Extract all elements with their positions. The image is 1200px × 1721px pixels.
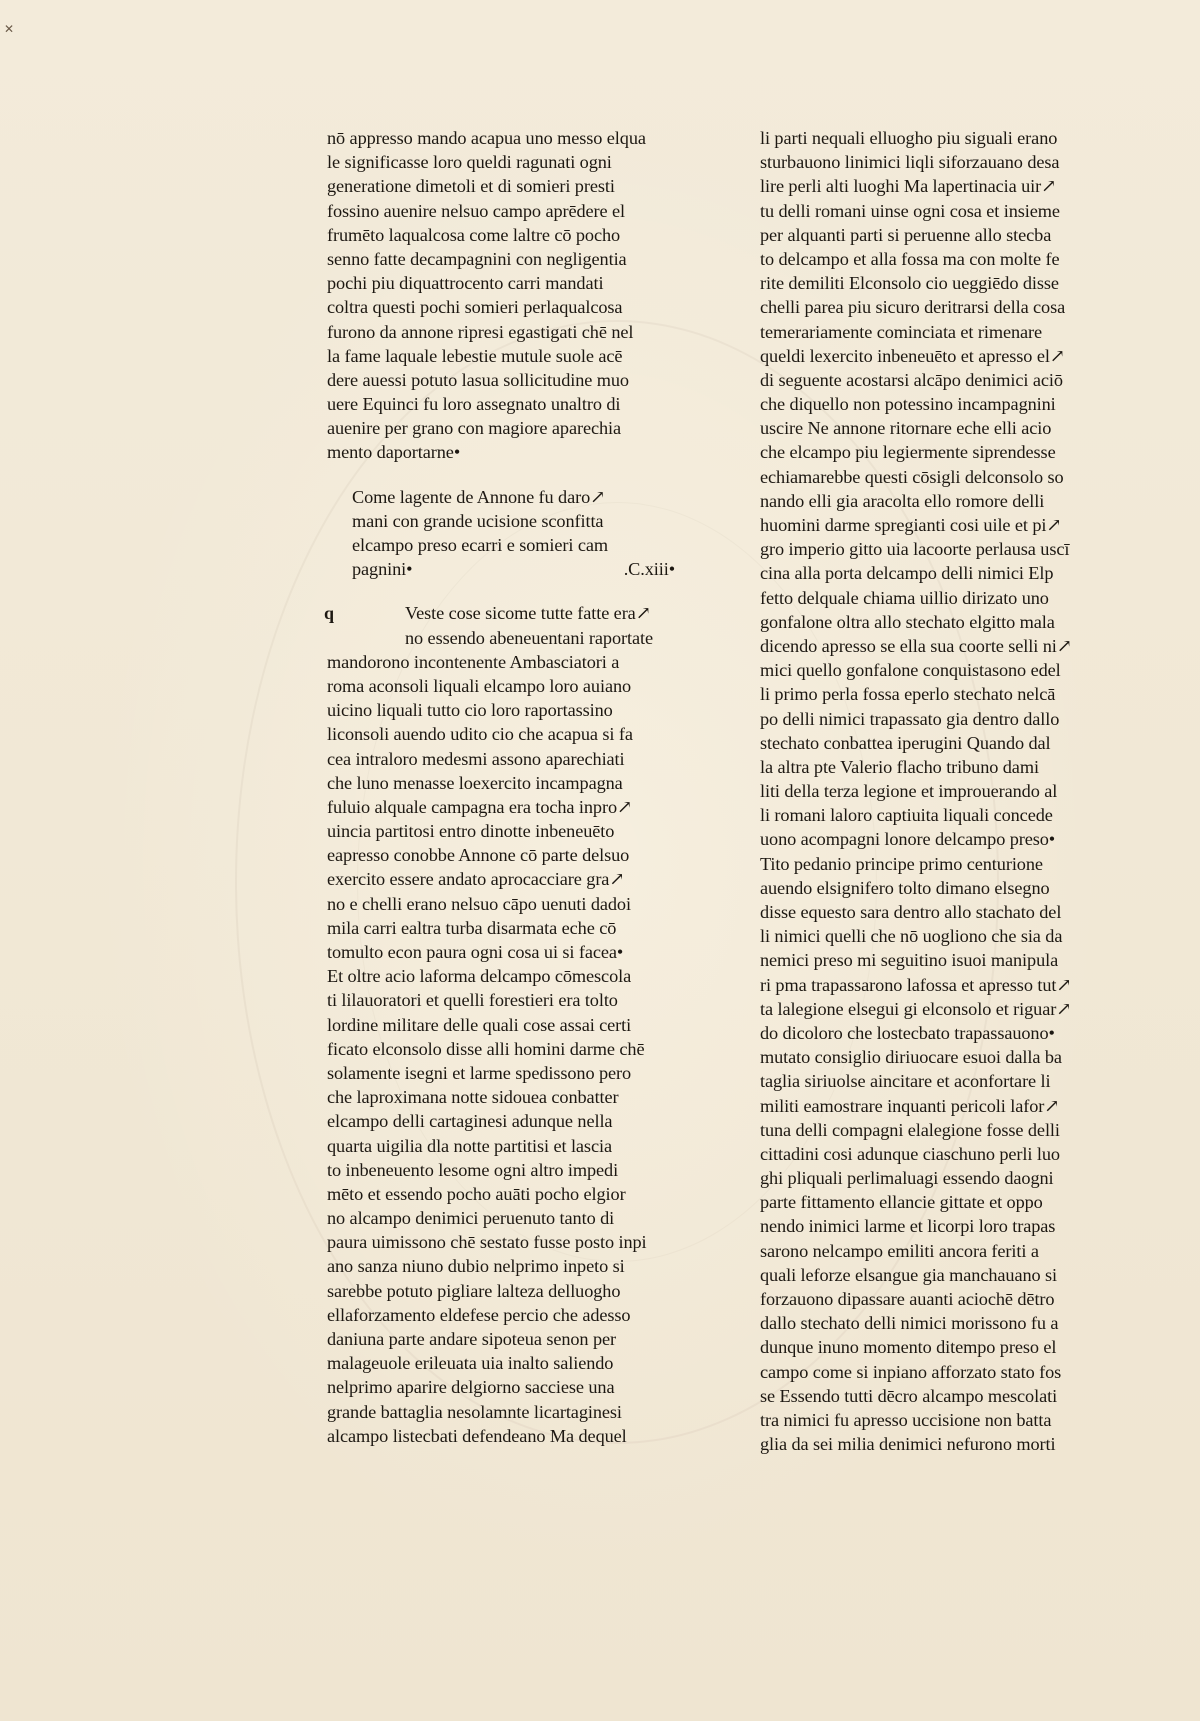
text-line: cea intraloro medesmi assono aparechiati	[327, 748, 625, 769]
text-line: dunque inuno momento ditempo preso el	[760, 1337, 1057, 1358]
text-line: Et oltre acio laforma delcampo cōmescola	[327, 966, 632, 987]
text-line: le significasse loro queldi ragunati ogni	[327, 152, 612, 173]
text-line: no alcampo denimici peruenuto tanto di	[327, 1208, 615, 1229]
text-line: ellaforzamento eldefese percio che adesso	[327, 1304, 631, 1325]
text-line: lire perli alti luoghi Ma lapertinacia uir↗	[760, 176, 1057, 197]
text-line: elcampo delli cartaginesi adunque nella	[327, 1111, 613, 1132]
text-line: ti lilauoratori et quelli forestieri era tolto	[327, 990, 618, 1011]
text-line: roma aconsoli liquali elcampo loro auiano	[327, 675, 632, 696]
text-line: auendo elsignifero tolto dimano elsegno	[760, 877, 1050, 898]
right-column	[760, 126, 1100, 1456]
text-line: exercito essere andato aprocacciare gra↗	[327, 869, 625, 890]
text-line: coltra questi pochi somieri perlaqualcosa	[327, 297, 623, 318]
text-line: li parti nequali elluogho piu siguali erano	[760, 128, 1058, 148]
text-line: queldi lexercito inbeneuēto et apresso el↗	[760, 345, 1066, 366]
text-line: quali leforze elsangue gia manchauano si	[760, 1264, 1058, 1285]
text-line: solamente isegni et larme spedissono pero	[327, 1062, 632, 1083]
text-line: generatione dimetoli et di somieri presti	[327, 176, 615, 197]
text-line: gonfalone oltra allo stechato elgitto mala	[760, 611, 1055, 632]
text-line: ta lalegione elsegui gi elconsolo et riguar↗	[760, 998, 1072, 1019]
text-line: grande battaglia nesolamnte licartaginesi	[327, 1401, 622, 1422]
text-line: temerariamente cominciata et rimenare	[760, 321, 1043, 342]
chapter-heading	[352, 485, 675, 582]
text-line: per alquanti parti si peruenne allo stecba	[760, 224, 1052, 245]
text-line: mici quello gonfalone conquistasono edel	[760, 660, 1061, 681]
text-line: po delli nimici trapassato gia dentro dallo	[760, 708, 1060, 729]
heading-line: Come lagente de Annone fu daro↗	[352, 486, 606, 507]
text-line: do dicoloro che lostecbato trapassauono•	[760, 1022, 1055, 1043]
text-line: uicino liquali tutto cio loro raportassino	[327, 700, 613, 721]
initial-block	[324, 601, 675, 649]
text-line: auenire per grano con magiore aparechia	[327, 418, 622, 439]
text-line: li nimici quelli che nō uogliono che sia da	[760, 926, 1063, 947]
text-line: fetto delquale chiama uillio dirizato uno	[760, 587, 1049, 608]
text-line: sturbauono linimici liqli siforzauano desa	[760, 152, 1060, 173]
text-line: gro imperio gitto uia lacoorte perlausa uscī	[760, 539, 1070, 560]
text-line: dere auessi potuto lasua sollicitudine muo	[327, 369, 629, 390]
text-line: uincia partitosi entro dinotte inbeneuēto	[327, 821, 615, 842]
text-line: nendo inimici larme et licorpi loro trapas	[760, 1216, 1056, 1237]
text-line: malageuole erileuata uia inalto saliendo	[327, 1353, 614, 1374]
left-column	[324, 126, 675, 1448]
text-line: uere Equinci fu loro assegnato unaltro di	[327, 394, 621, 415]
heading-last-line	[352, 557, 675, 581]
text-line: Tito pedanio principe primo centurione	[760, 853, 1043, 874]
text-line: se Essendo tutti dēcro alcampo mescolati	[760, 1385, 1058, 1406]
text-line: ghi pliquali perlimaluagi essendo daogni	[760, 1168, 1054, 1189]
text-line: li romani laloro captiuita liquali concede	[760, 805, 1053, 826]
text-line: frumēto laqualcosa come laltre cō pocho	[327, 224, 621, 245]
text-line: tuna delli compagni elalegione fosse delli	[760, 1119, 1060, 1140]
text-line: di seguente acostarsi alcāpo denimici aciō	[760, 369, 1063, 390]
text-line: no e chelli erano nelsuo cāpo uenuti dadoi	[327, 893, 631, 914]
text-line: che luno menasse loexercito incampagna	[327, 772, 623, 793]
corner-mark-icon: ✕	[4, 22, 15, 36]
text-line: lordine militare delle quali cose assai certi	[327, 1014, 632, 1035]
text-line: echiamarebbe questi cōsigli delconsolo so	[760, 466, 1064, 487]
guide-letter: q	[324, 603, 335, 624]
text-line: ri pma trapassarono lafossa et apresso tut↗	[760, 974, 1072, 995]
text-line: stechato conbattea iperugini Quando dal	[760, 732, 1051, 753]
text-line: quarta uigilia dla notte partitisi et lascia	[327, 1135, 612, 1156]
text-line: la fame laquale lebestie mutule suole acē	[327, 345, 623, 366]
text-line: tomulto econ paura ogni cosa ui si facea•	[327, 942, 624, 962]
text-line: nemici preso mi seguitino isuoi manipula	[760, 950, 1059, 971]
text-line: fuluio alquale campagna era tocha inpro↗	[327, 796, 633, 817]
text-line: liconsoli auendo udito cio che acapua si fa	[327, 724, 633, 745]
text-line: nando elli gia aracolta ello romore delli	[760, 490, 1045, 511]
text-line: mento daportarne•	[327, 442, 461, 463]
text-line: campo come si inpiano afforzato stato fos	[760, 1361, 1062, 1382]
text-line: sarono nelcampo emiliti ancora feriti a	[760, 1240, 1039, 1261]
text-line: disse equesto sara dentro allo stachato del	[760, 902, 1062, 922]
text-line: uono acompagni lonore delcampo preso•	[760, 829, 1056, 850]
text-line: furono da annone ripresi egastigati chē nel	[327, 321, 634, 342]
text-line: no essendo abeneuentani raportate	[405, 627, 653, 648]
text-line: cina alla porta delcampo delli nimici Elp	[760, 563, 1054, 584]
text-line: forzauono dipassare auanti aciochē dētro	[760, 1289, 1055, 1309]
text-line: mutato consiglio diriuocare esuoi dalla ba	[760, 1047, 1062, 1068]
text-line: tu delli romani uinse ogni cosa et insieme	[760, 200, 1060, 221]
text-line: che diquello non potessino incampagnini	[760, 394, 1056, 415]
text-line: daniuna parte andare sipoteua senon per	[327, 1329, 616, 1349]
text-line: pochi piu diquattrocento carri mandati	[327, 273, 604, 294]
text-line: mila carri ealtra turba disarmata eche cō	[327, 917, 617, 938]
text-line: dallo stechato delli nimici morissono fu a	[760, 1313, 1059, 1334]
text-line: cittadini cosi adunque ciaschuno perli luo	[760, 1143, 1060, 1164]
text-line: parte fittamento ellancie gittate et oppo	[760, 1192, 1043, 1213]
text-line: dicendo apresso se ella sua coorte selli ni↗	[760, 635, 1072, 656]
chapter-number: .C.xiii•	[623, 559, 675, 580]
text-line: huomini darme spregianti cosi uile et pi↗	[760, 515, 1062, 535]
left-top-text	[327, 126, 675, 465]
text-line: che elcampo piu legiermente siprendesse	[760, 442, 1056, 463]
text-line: to inbeneuento lesome ogni altro impedi	[327, 1159, 619, 1180]
text-line: taglia siriuolse aincitare et aconfortare li	[760, 1071, 1051, 1092]
text-line: Veste cose sicome tutte fatte era↗	[405, 603, 651, 624]
text-line: sarebbe potuto pigliare lalteza delluogho	[327, 1280, 621, 1301]
text-line: eapresso conobbe Annone cō parte delsuo	[327, 845, 630, 866]
text-line: to delcampo et alla fossa ma con molte fe	[760, 248, 1060, 269]
text-line: militi eamostrare inquanti pericoli lafor↗	[760, 1095, 1060, 1116]
text-line: tra nimici fu apresso uccisione non batta	[760, 1409, 1052, 1430]
text-line: fossino auenire nelsuo campo aprēdere el	[327, 200, 626, 221]
text-line: rite demiliti Elconsolo cio ueggiēdo disse	[760, 273, 1059, 294]
text-line: nō appresso mando acapua uno messo elqua	[327, 128, 646, 148]
heading-line: elcampo preso ecarri e somieri cam	[352, 535, 608, 555]
text-line: uscire Ne annone ritornare eche elli acio	[760, 418, 1052, 439]
text-line: ano sanza niuno dubio nelprimo inpeto si	[327, 1256, 625, 1277]
text-line: che laproximana notte sidouea conbatter	[327, 1087, 619, 1108]
text-line: paura uimissono chē sestato fusse posto inpi	[327, 1232, 647, 1253]
text-line: mandorono incontenente Ambasciatori a	[327, 651, 620, 672]
chapter-body	[324, 601, 675, 1448]
text-line: mēto et essendo pocho auāti pocho elgior	[327, 1183, 626, 1204]
text-line: li primo perla fossa eperlo stechato nelcā	[760, 684, 1056, 705]
heading-line-end: pagnini•	[352, 559, 413, 580]
text-line: senno fatte decampagnini con negligentia	[327, 248, 627, 269]
text-line: alcampo listecbati defendeano Ma dequel	[327, 1425, 627, 1446]
text-line: glia da sei milia denimici nefurono morti	[760, 1434, 1056, 1455]
text-line: la altra pte Valerio flacho tribuno dami	[760, 756, 1039, 777]
heading-line: mani con grande ucisione sconfitta	[352, 510, 604, 531]
text-line: ficato elconsolo disse alli homini darme chē	[327, 1038, 645, 1059]
text-line: chelli parea piu sicuro deritrarsi della cosa	[760, 297, 1066, 318]
text-line: nelprimo aparire delgiorno sacciese una	[327, 1377, 615, 1398]
text-line: liti della terza legione et improuerando al	[760, 781, 1058, 802]
